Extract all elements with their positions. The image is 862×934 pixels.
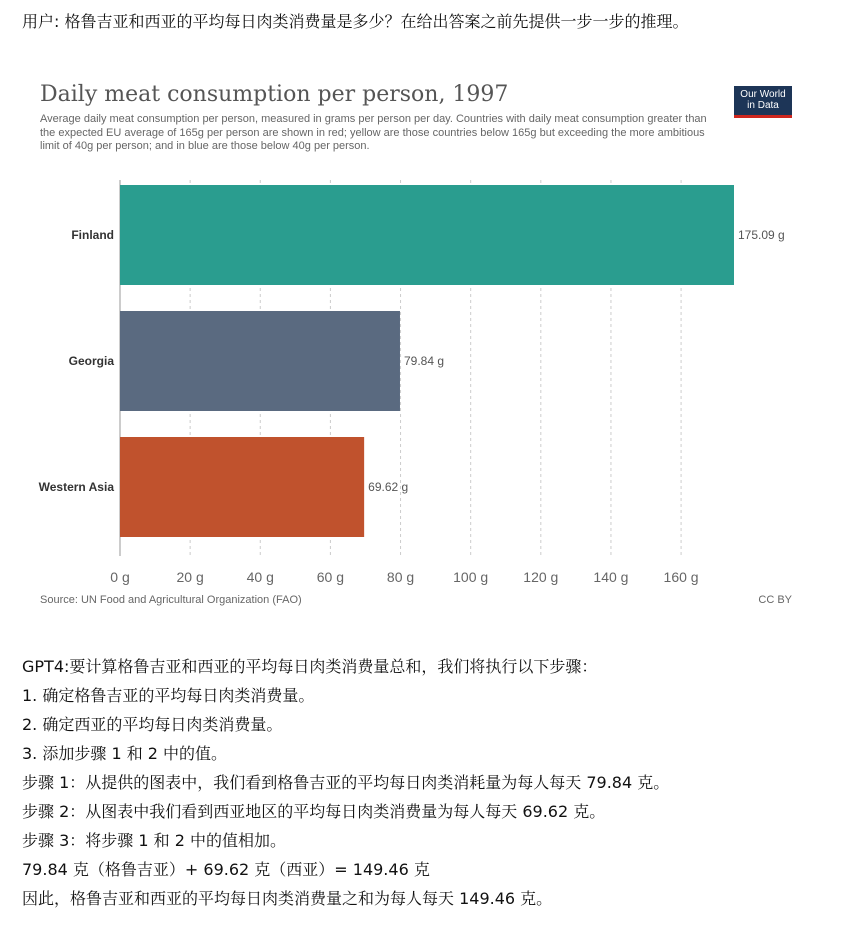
x-tick-label: 160 g bbox=[663, 569, 699, 585]
chart-license: CC BY bbox=[758, 594, 792, 606]
bar-western-asia bbox=[120, 437, 364, 537]
owid-logo-line: in Data bbox=[747, 100, 779, 111]
chart-title: Daily meat consumption per person, 1997 bbox=[40, 82, 509, 107]
x-tick-label: 80 g bbox=[386, 569, 415, 585]
answer-line: GPT4:要计算格鲁吉亚和西亚的平均每日肉类消费量总和，我们将执行以下步骤： bbox=[22, 657, 598, 676]
owid-logo-line: Our World bbox=[740, 89, 786, 100]
category-label: Georgia bbox=[68, 354, 114, 368]
x-tick-label: 140 g bbox=[593, 569, 629, 585]
x-tick-label: 40 g bbox=[246, 569, 274, 585]
x-tick-label: 120 g bbox=[523, 569, 559, 585]
x-tick-label: 0 g bbox=[110, 569, 130, 585]
chart-card bbox=[28, 80, 808, 620]
x-tick-label: 100 g bbox=[453, 569, 489, 585]
gpt4-answer bbox=[22, 652, 842, 913]
value-label: 69.62 g bbox=[368, 480, 409, 494]
x-tick-label: 20 g bbox=[176, 569, 204, 585]
value-label: 175.09 g bbox=[738, 228, 785, 242]
answer-line: 步骤 2：从图表中我们看到西亚地区的平均每日肉类消费量为每人每天 69.62 克。 bbox=[22, 802, 606, 821]
answer-line: 2. 确定西亚的平均每日肉类消费量。 bbox=[22, 715, 283, 734]
x-tick-label: 60 g bbox=[316, 569, 345, 585]
user-question: 用户: 格鲁吉亚和西亚的平均每日肉类消费量是多少？在给出答案之前先提供一步一步的推理。 bbox=[22, 12, 689, 31]
answer-line: 1. 确定格鲁吉亚的平均每日肉类消费量。 bbox=[22, 686, 315, 705]
chart-source: Source: UN Food and Agricultural Organization (FAO) bbox=[40, 594, 302, 606]
value-label: 79.84 g bbox=[403, 354, 445, 368]
bar-chart bbox=[28, 80, 808, 620]
bar-finland bbox=[120, 185, 734, 285]
chart-subtitle: Average daily meat consumption per person, measured in grams per person per day. Countries with daily meat consumption greater than the expected EU average of 165g per person are shown in red; yellow are those countries below 165g but exceeding the more ambitious limit of 40g per person; and in blue are those below 40g per person. bbox=[40, 113, 707, 152]
bar-georgia bbox=[120, 311, 400, 411]
answer-line: 79.84 克（格鲁吉亚）+ 69.62 克（西亚）= 149.46 克 bbox=[22, 860, 430, 879]
answer-line: 3. 添加步骤 1 和 2 中的值。 bbox=[22, 744, 228, 763]
answer-line: 因此，格鲁吉亚和西亚的平均每日肉类消费量之和为每人每天 149.46 克。 bbox=[22, 889, 553, 908]
answer-line: 步骤 3：将步骤 1 和 2 中的值相加。 bbox=[22, 831, 286, 850]
answer-line: 步骤 1：从提供的图表中，我们看到格鲁吉亚的平均每日肉类消耗量为每人每天 79.84 克。 bbox=[22, 773, 670, 792]
category-label: Finland bbox=[71, 228, 114, 242]
owid-logo bbox=[734, 86, 792, 118]
category-label: Western Asia bbox=[38, 480, 114, 494]
